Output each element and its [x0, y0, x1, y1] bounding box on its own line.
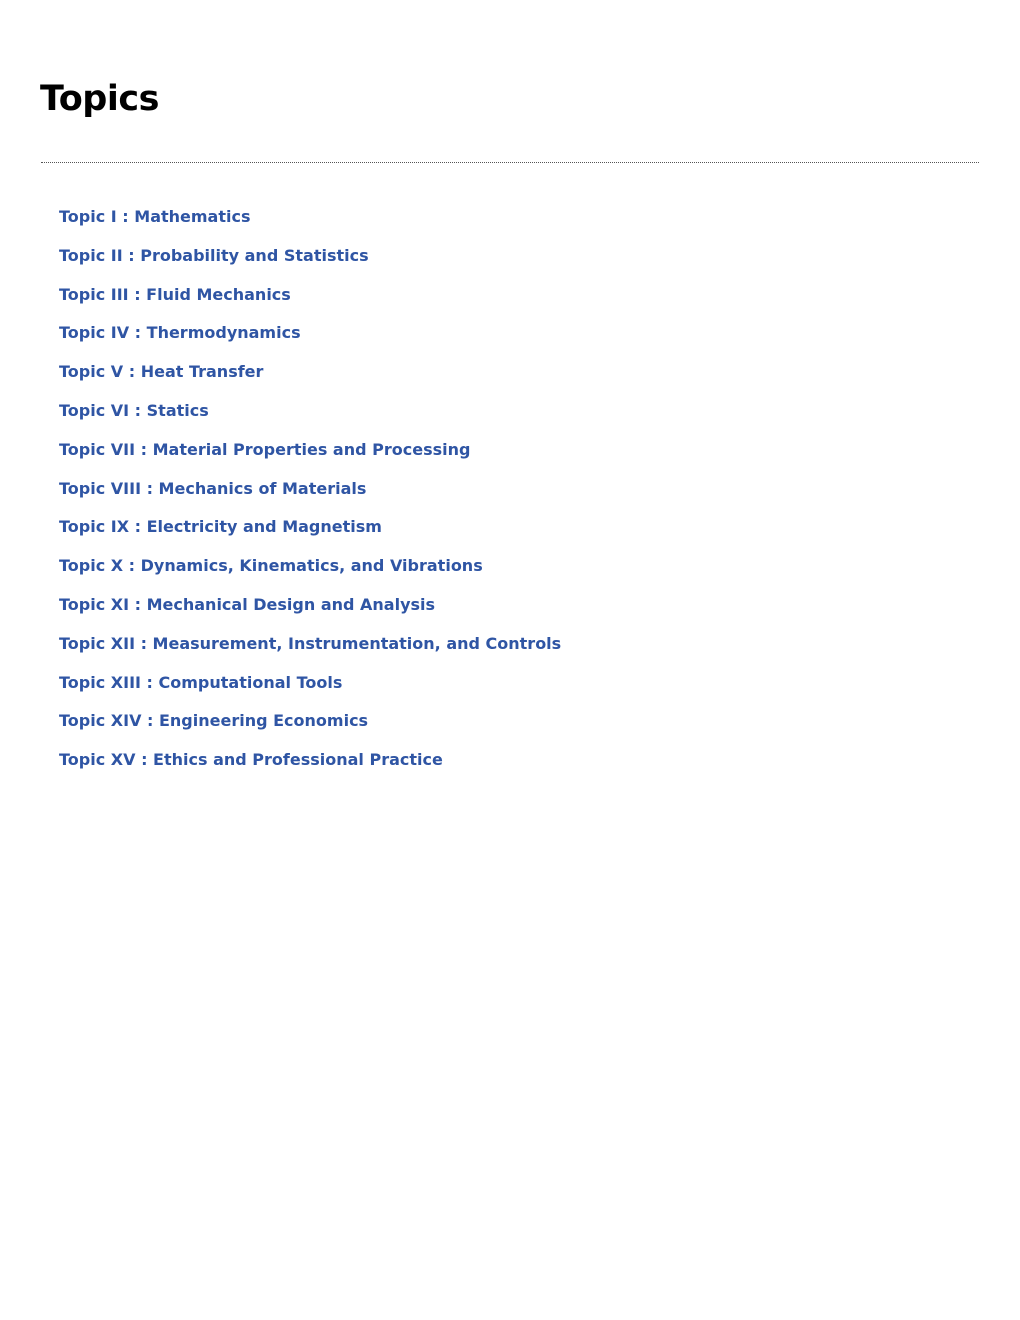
- topic-item-13: [59, 670, 561, 709]
- topic-item-6: [59, 398, 561, 437]
- topic-item-4: [59, 320, 561, 359]
- topic-item-8: [59, 476, 561, 515]
- topic-item-11: [59, 592, 561, 631]
- topic-link-heat-transfer[interactable]: Topic V : Heat Transfer: [59, 362, 264, 382]
- topic-item-12: [59, 631, 561, 670]
- topic-link-ethics-and-professional-practice[interactable]: Topic XV : Ethics and Professional Practice: [59, 750, 443, 770]
- topic-item-7: [59, 437, 561, 476]
- topic-item-10: [59, 553, 561, 592]
- topic-item-5: [59, 359, 561, 398]
- topic-item-3: [59, 282, 561, 321]
- topic-item-2: [59, 243, 561, 282]
- topic-link-mathematics[interactable]: Topic I : Mathematics: [59, 207, 251, 226]
- topic-link-statics[interactable]: Topic VI : Statics: [59, 400, 209, 420]
- dotted-divider: [41, 162, 979, 163]
- topic-link-fluid-mechanics[interactable]: Topic III : Fluid Mechanics: [59, 284, 291, 304]
- topic-link-mechanical-design-and-analysis[interactable]: Topic XI : Mechanical Design and Analysis: [59, 594, 436, 614]
- topic-link-measurement-instrumentation-controls[interactable]: Topic XII : Measurement, Instrumentation, and Controls: [59, 633, 562, 653]
- topic-list: [59, 204, 561, 786]
- topic-item-1: [59, 204, 561, 243]
- topic-link-thermodynamics[interactable]: Topic IV : Thermodynamics: [59, 323, 301, 343]
- topic-link-probability-and-statistics[interactable]: Topic II : Probability and Statistics: [59, 245, 369, 265]
- topic-link-electricity-and-magnetism[interactable]: Topic IX : Electricity and Magnetism: [59, 517, 382, 537]
- page-title: Topics: [40, 79, 159, 119]
- topic-item-15: [59, 747, 561, 786]
- topic-link-material-properties-and-processing[interactable]: Topic VII : Material Properties and Processing: [59, 439, 471, 459]
- topic-link-engineering-economics[interactable]: Topic XIV : Engineering Economics: [59, 711, 369, 731]
- topic-link-mechanics-of-materials[interactable]: Topic VIII : Mechanics of Materials: [59, 478, 367, 498]
- topic-link-dynamics-kinematics-vibrations[interactable]: Topic X : Dynamics, Kinematics, and Vibrations: [59, 556, 483, 576]
- topic-item-14: [59, 708, 561, 747]
- topic-link-computational-tools[interactable]: Topic XIII : Computational Tools: [59, 672, 343, 692]
- topic-item-9: [59, 514, 561, 553]
